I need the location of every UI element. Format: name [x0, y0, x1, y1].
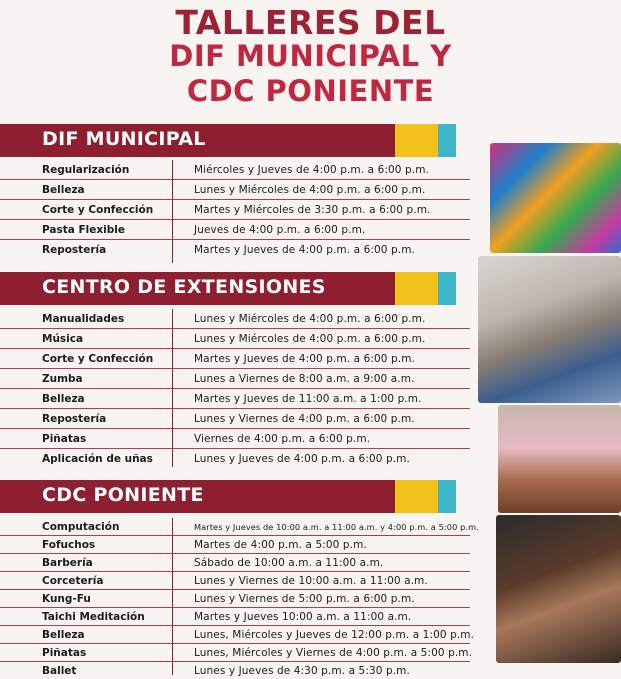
table-row — [0, 662, 470, 679]
workshop-schedule: Martes y Jueves 10:00 a.m. a 11:00 a.m. — [194, 611, 412, 623]
workshop-schedule: Martes y Jueves de 4:00 p.m. a 6:00 p.m. — [194, 353, 415, 365]
cupcakes-photo — [498, 405, 621, 513]
table-row — [0, 349, 470, 369]
table-row — [0, 518, 479, 536]
workshop-schedule: Lunes y Viernes de 5:00 p.m. a 6:00 p.m. — [194, 593, 415, 605]
section-title: CDC PONIENTE — [42, 484, 204, 506]
workshop-schedule: Martes de 4:00 p.m. a 5:00 p.m. — [194, 539, 367, 551]
table-row — [0, 240, 470, 259]
table-row — [0, 180, 470, 200]
workshop-name: Corte y Confección — [42, 353, 154, 365]
table-row — [0, 369, 470, 389]
section-band-teal — [438, 272, 456, 305]
table-row — [0, 554, 470, 572]
section-header-centro-de-extensiones — [0, 272, 456, 305]
table-row — [0, 220, 470, 240]
workshop-schedule: Martes y Miércoles de 3:30 p.m. a 6:00 p.m. — [194, 204, 431, 216]
sewing-machine-photo — [478, 256, 621, 403]
workshop-name: Ballet — [42, 665, 77, 677]
workshop-name: Aplicación de uñas — [42, 453, 153, 465]
workshop-name: Computación — [42, 521, 120, 533]
workshop-schedule: Lunes a Viernes de 8:00 a.m. a 9:00 a.m. — [194, 373, 415, 385]
section-title: CENTRO DE EXTENSIONES — [42, 276, 326, 298]
title-line-2: DIF MUNICIPAL Y — [169, 39, 452, 73]
table-row — [0, 309, 470, 329]
workshop-schedule: Sábado de 10:00 a.m. a 11:00 a.m. — [194, 557, 384, 569]
workshop-name: Manualidades — [42, 313, 125, 325]
workshop-schedule: Viernes de 4:00 p.m. a 6:00 p.m. — [194, 433, 371, 445]
workshop-schedule: Lunes y Miércoles de 4:00 p.m. a 6:00 p.m. — [194, 333, 426, 345]
workshop-schedule: Martes y Jueves de 4:00 p.m. a 6:00 p.m. — [194, 244, 415, 256]
workshop-name: Fofuchos — [42, 539, 96, 551]
workshop-name: Regularización — [42, 164, 130, 176]
table-row — [0, 536, 470, 554]
section-band-teal — [438, 480, 456, 513]
table-row — [0, 429, 470, 449]
section-band-yellow — [395, 124, 438, 157]
workshop-schedule: Jueves de 4:00 p.m. a 6:00 p.m. — [194, 224, 366, 236]
workshop-name: Kung-Fu — [42, 593, 91, 605]
workshop-schedule: Miércoles y Jueves de 4:00 p.m. a 6:00 p.m. — [194, 164, 429, 176]
table-row — [0, 389, 470, 409]
section-header-cdc-poniente — [0, 480, 456, 513]
pinatas-photo — [490, 143, 621, 253]
workshop-name: Belleza — [42, 393, 85, 405]
workshop-schedule: Lunes, Miércoles y Jueves de 12:00 p.m. a 1:00 p.m. — [194, 629, 475, 641]
workshop-name: Corcetería — [42, 575, 104, 587]
section-band-teal — [438, 124, 456, 157]
table-row — [0, 200, 470, 220]
workshop-schedule: Lunes y Miércoles de 4:00 p.m. a 6:00 p.m. — [194, 184, 426, 196]
barber-photo — [496, 515, 621, 663]
section-header-dif-municipal — [0, 124, 456, 157]
workshop-schedule: Lunes y Viernes de 10:00 a.m. a 11:00 a.m. — [194, 575, 428, 587]
schedule-table-cdc-poniente — [0, 518, 479, 679]
workshop-name: Belleza — [42, 184, 85, 196]
workshop-schedule: Lunes y Jueves de 4:30 p.m. a 5:30 p.m. — [194, 665, 410, 677]
table-row — [0, 572, 470, 590]
table-row — [0, 329, 470, 349]
workshop-name: Piñatas — [42, 647, 87, 659]
workshop-schedule: Lunes y Viernes de 4:00 p.m. a 6:00 p.m. — [194, 413, 415, 425]
title-line-1: TALLERES DEL — [175, 3, 446, 42]
workshop-name: Repostería — [42, 244, 107, 256]
table-row — [0, 644, 473, 662]
table-row — [0, 626, 475, 644]
workshop-schedule: Lunes, Miércoles y Viernes de 4:00 p.m. a 5:00 p.m. — [194, 647, 473, 659]
table-row — [0, 608, 470, 626]
section-title: DIF MUNICIPAL — [42, 128, 206, 150]
workshop-schedule: Martes y Jueves de 11:00 a.m. a 1:00 p.m. — [194, 393, 422, 405]
section-band-yellow — [395, 272, 438, 305]
workshop-name: Pasta Flexible — [42, 224, 126, 236]
schedule-table-dif-municipal — [0, 160, 470, 259]
workshop-name: Zumba — [42, 373, 83, 385]
workshop-name: Repostería — [42, 413, 107, 425]
table-row — [0, 449, 470, 468]
workshop-schedule: Lunes y Miércoles de 4:00 p.m. a 6:00 p.m. — [194, 313, 426, 325]
workshop-name: Taichi Meditación — [42, 611, 145, 623]
workshop-name: Música — [42, 333, 84, 345]
workshop-name: Corte y Confección — [42, 204, 154, 216]
table-row — [0, 409, 470, 429]
table-row — [0, 590, 470, 608]
workshop-schedule: Martes y Jueves de 10:00 a.m. a 11:00 a.m. y 4:00 p.m. a 5:00 p.m. — [194, 522, 479, 532]
table-row — [0, 160, 470, 180]
section-band-yellow — [395, 480, 438, 513]
workshop-schedule: Lunes y Jueves de 4:00 p.m. a 6:00 p.m. — [194, 453, 410, 465]
title-line-3: CDC PONIENTE — [186, 74, 435, 108]
workshop-name: Belleza — [42, 629, 85, 641]
schedule-table-centro-de-extensiones — [0, 309, 470, 468]
workshop-name: Piñatas — [42, 433, 87, 445]
workshop-name: Barbería — [42, 557, 93, 569]
